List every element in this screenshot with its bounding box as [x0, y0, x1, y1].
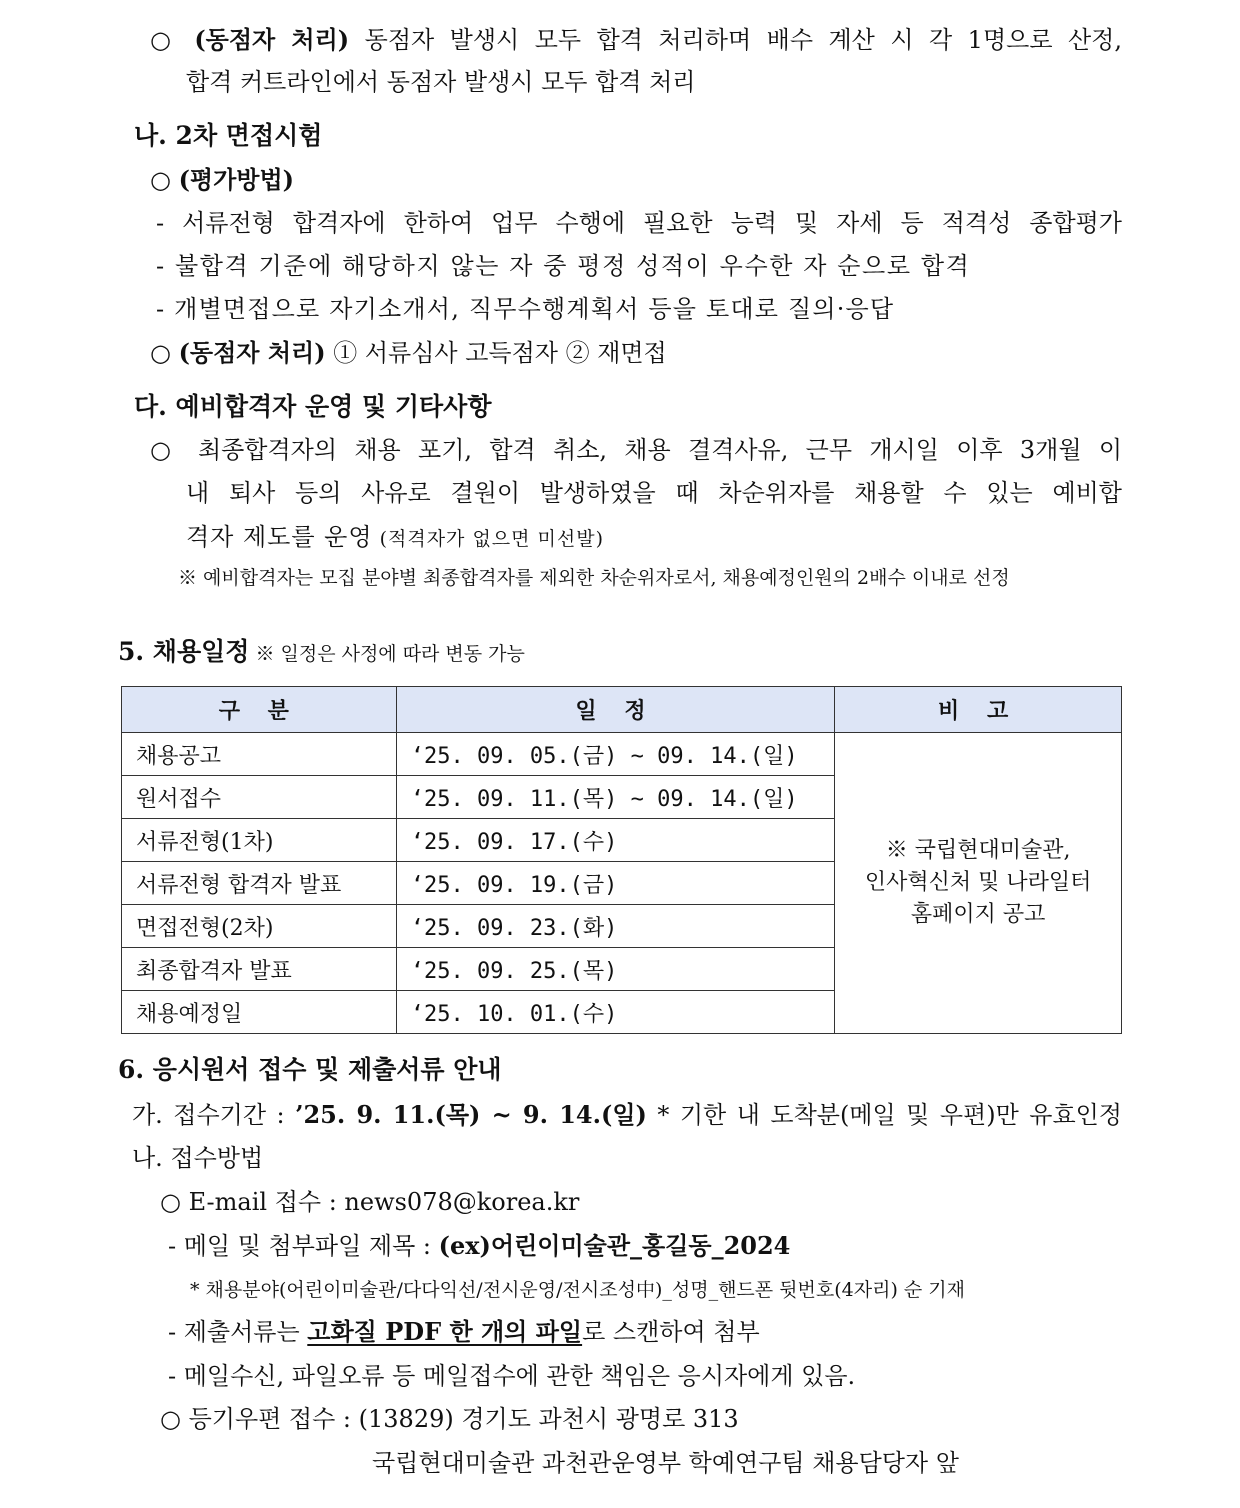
- reserve-line-2: 내 퇴사 등의 사유로 결원이 발생하였을 때 차순위자를 채용할 수 있는 예비합: [186, 479, 1122, 507]
- bullet-circle: ○: [150, 166, 179, 194]
- interview-tie-rule: [150, 333, 667, 373]
- reserve-line-3-note: (적격자가 없으면 미선발): [372, 528, 605, 550]
- mail-title-rule: - 메일 및 첨부파일 제목 : (ex)어린이미술관_홍길동_2024: [168, 1231, 791, 1260]
- submission-format-emphasis: 고화질 PDF 한 개의 파일: [307, 1317, 583, 1346]
- mail-title-note: * 채용분야(어린이미술관/다다익선/전시운영/전시조성中)_성명_핸드폰 뒷번호(4자리) 순 기재: [190, 1279, 965, 1301]
- row-category: 서류전형 합격자 발표: [122, 862, 397, 905]
- schedule-title: 5. 채용일정: [118, 637, 250, 666]
- post-submission: ○ 등기우편 접수 : (13829) 경기도 과천시 광명로 313: [160, 1405, 739, 1433]
- row-category: 서류전형(1차): [122, 819, 397, 862]
- application-period-dates: ’25. 9. 11.(목) ~ 9. 14.(일): [295, 1100, 647, 1129]
- bullet-circle: ○: [150, 339, 179, 367]
- mail-title-example: (ex)어린이미술관_홍길동_2024: [438, 1231, 791, 1260]
- application-heading: 6. 응시원서 접수 및 제출서류 안내: [118, 1055, 502, 1084]
- evaluation-item-3: - 개별면접으로 자기소개서, 직무수행계획서 등을 토대로 질의·응답: [156, 295, 895, 323]
- evaluation-item-2: - 불합격 기준에 해당하지 않는 자 중 평정 성적이 우수한 자 순으로 합격: [156, 252, 971, 280]
- post-recipient: 국립현대미술관 과천관운영부 학예연구팀 채용담당자 앞: [372, 1449, 959, 1477]
- row-date: ‘25. 09. 11.(목) ~ 09. 14.(일): [396, 776, 835, 819]
- application-period: 가. 접수기간 : ’25. 9. 11.(목) ~ 9. 14.(일) * 기한 내 도착분(메일 및 우편)만 유효인정: [132, 1100, 1122, 1129]
- row-date: ‘25. 10. 01.(수): [396, 991, 835, 1034]
- section-heading-reserve: 다. 예비합격자 운영 및 기타사항: [134, 392, 492, 421]
- row-date: ‘25. 09. 17.(수): [396, 819, 835, 862]
- evaluation-method-label: (평가방법): [178, 165, 295, 194]
- tie-rule-label: (동점자 처리): [194, 25, 350, 54]
- email-submission: ○ E-mail 접수 : news078@korea.kr: [160, 1188, 580, 1216]
- remark-line: 홈페이지 공고: [910, 902, 1046, 927]
- remark-line: 인사혁신처 및 나라일터: [864, 870, 1092, 895]
- tie-rule-line-1: [150, 20, 1122, 60]
- row-category: 면접전형(2차): [122, 905, 397, 948]
- header-schedule: 일 정: [396, 687, 835, 733]
- bullet-circle: ○: [150, 436, 198, 464]
- row-category: 최종합격자 발표: [122, 948, 397, 991]
- row-date: ‘25. 09. 25.(목): [396, 948, 835, 991]
- interview-tie-text: ① 서류심사 고득점자 ② 재면접: [325, 339, 667, 367]
- row-category: 채용공고: [122, 733, 397, 776]
- schedule-table: [121, 686, 1122, 1034]
- section-heading-interview: 나. 2차 면접시험: [134, 121, 323, 150]
- remark-cell: [835, 733, 1122, 1034]
- tie-rule-text: 동점자 발생시 모두 합격 처리하며 배수 계산 시 각 1명으로 산정,: [349, 26, 1122, 54]
- reserve-note: ※ 예비합격자는 모집 분야별 최종합격자를 제외한 차순위자로서, 채용예정인원의 2배수 이내로 선정: [178, 567, 1010, 589]
- row-date: ‘25. 09. 19.(금): [396, 862, 835, 905]
- row-date: ‘25. 09. 05.(금) ~ 09. 14.(일): [396, 733, 835, 776]
- application-period-note: * 기한 내 도착분(메일 및 우편)만 유효인정: [646, 1101, 1122, 1129]
- submission-format-rule: - 제출서류는 고화질 PDF 한 개의 파일로 스캔하여 첨부: [168, 1317, 760, 1346]
- header-remark: 비 고: [835, 687, 1122, 733]
- responsibility-note: - 메일수신, 파일오류 등 메일접수에 관한 책임은 응시자에게 있음.: [168, 1362, 856, 1390]
- table-header-row: [122, 687, 1122, 733]
- row-date: ‘25. 09. 23.(화): [396, 905, 835, 948]
- tie-rule-line-2: 합격 커트라인에서 동점자 발생시 모두 합격 처리: [186, 68, 696, 96]
- remark-line: ※ 국립현대미술관,: [885, 838, 1071, 863]
- schedule-heading: [118, 632, 525, 672]
- table-row: [122, 733, 1122, 776]
- evaluation-item-1: - 서류전형 합격자에 한하여 업무 수행에 필요한 능력 및 자세 등 적격성 종합평가: [156, 209, 1122, 237]
- row-category: 원서접수: [122, 776, 397, 819]
- schedule-note: ※ 일정은 사정에 따라 변동 가능: [249, 643, 525, 665]
- bullet-circle: ○: [150, 26, 179, 54]
- reserve-line-1: ○ 최종합격자의 채용 포기, 합격 취소, 채용 결격사유, 근무 개시일 이후 3개월 이: [150, 436, 1122, 464]
- evaluation-method-line: [150, 160, 294, 200]
- row-category: 채용예정일: [122, 991, 397, 1034]
- reserve-line-3: 격자 제도를 운영 (적격자가 없으면 미선발): [186, 523, 605, 551]
- interview-tie-label: (동점자 처리): [178, 338, 326, 367]
- header-category: 구 분: [122, 687, 397, 733]
- application-method-title: 나. 접수방법: [132, 1144, 264, 1172]
